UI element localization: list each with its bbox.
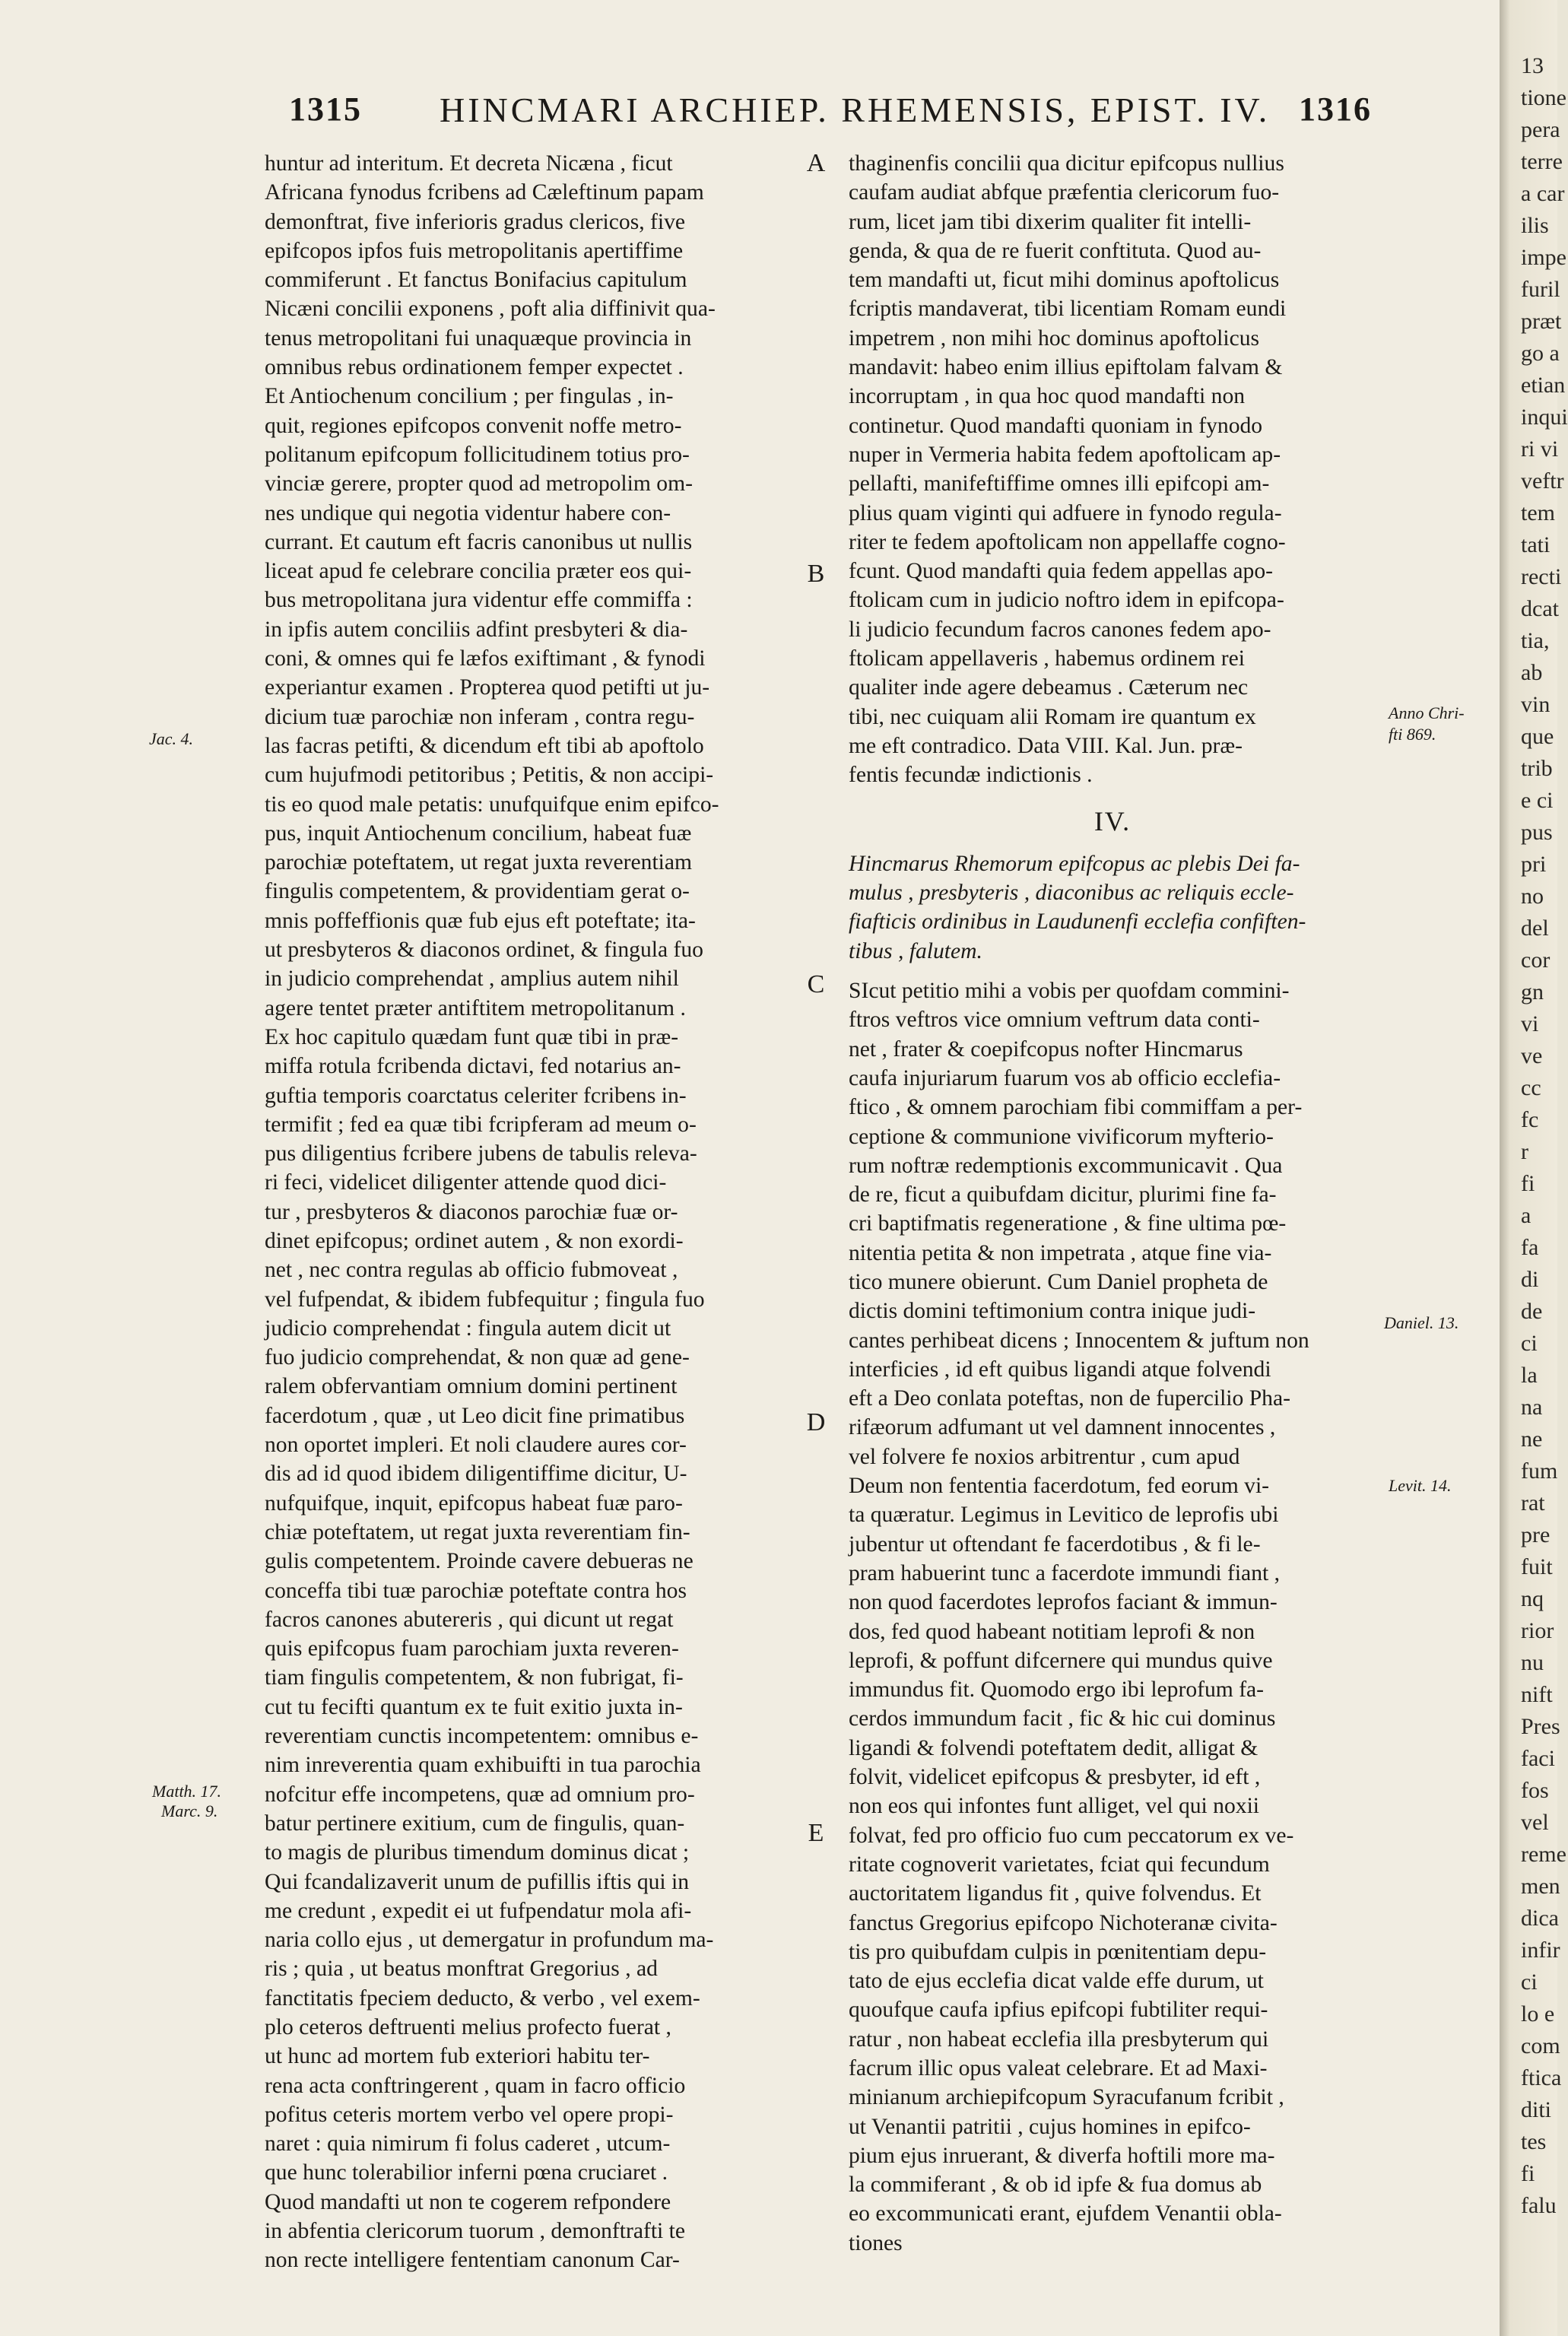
text-line: Quod mandafti ut non te cogerem refpondere (265, 2189, 671, 2214)
text-line: pram habuerint tunc a facerdote immundi fiant , (849, 1560, 1281, 1585)
text-line: batur pertinere exitium, cum de fingulis, quan- (265, 1811, 685, 1836)
text-line: net , nec contra regulas ab officio fubmoveat , (265, 1258, 678, 1283)
adjacent-page-fragment: cc (1521, 1075, 1541, 1100)
adjacent-page-fragment: del (1521, 916, 1549, 941)
adjacent-page-fragment: veftr (1521, 468, 1564, 494)
adjacent-page-fragment: fuit (1521, 1554, 1553, 1579)
text-line: ftico , & omnem parochiam fibi commiffam a per- (849, 1095, 1303, 1120)
text-line: epifcopos ipfos fuis metropolitanis apertiffime (265, 238, 684, 263)
adjacent-page-fragment: fc (1521, 1107, 1539, 1132)
adjacent-page-fragment: nu (1521, 1650, 1544, 1675)
text-line: omnibus rebus ordinationem femper expectet . (265, 355, 684, 380)
text-line: fingulis competentem, & providentiam gerat o- (265, 879, 690, 904)
text-line: las facras petifti, & dicendum eft tibi ab apoftolo (265, 733, 704, 758)
text-line: tem mandafti ut, ficut mihi dominus apoftolicus (849, 268, 1280, 293)
text-line: rifæorum adfumant ut vel damnent innocentes , (849, 1415, 1276, 1440)
text-line: eo excommunicati erant, ejufdem Venantii obla- (849, 2201, 1282, 2226)
adjacent-page-fragment: di (1521, 1267, 1539, 1292)
text-line: facerdotum , quæ , ut Leo dicit fine primatibus (265, 1403, 685, 1428)
text-line: non recte intelligere fententiam canonum Car- (265, 2248, 680, 2273)
text-line: cut tu fecifti quantum ex te fuit exitio juxta in- (265, 1694, 683, 1719)
adjacent-page-fragment: diti (1521, 2097, 1552, 2122)
text-line: nofcitur effe incompetens, quæ ad omnium pro- (265, 1782, 695, 1807)
adjacent-page-fragment: impe (1521, 245, 1566, 270)
text-line: cum hujufmodi petitoribus ; Petitis, & non accipi- (265, 763, 714, 788)
text-line: ftolicam cum in judicio noftro idem in epifcopa- (849, 588, 1284, 613)
text-line: termifit ; fed ea quæ tibi fcripferam ad meum o- (265, 1112, 697, 1137)
salutation-line: fiafticis ordinibus in Laudunenfi ecclefia confiften- (849, 909, 1306, 935)
running-title: HINCMARI ARCHIEP. RHEMENSIS, EPIST. IV. (440, 90, 1271, 129)
adjacent-page-fragment: reme (1521, 1842, 1566, 1867)
text-line: Deum non fententia facerdotum, fed eorum vi- (849, 1474, 1270, 1499)
text-line: que hunc tolerabilior inferni pœna cruciaret . (265, 2160, 668, 2185)
text-line: pus, inquit Antiochenum concilium, habeat fuæ (265, 820, 692, 846)
adjacent-page-fragment: e ci (1521, 788, 1554, 813)
text-line: in ipfis autem conciliis adfint presbyteri & dia- (265, 617, 688, 642)
text-line: fuo judicio comprehendat, & non quæ ad gene- (265, 1345, 690, 1370)
text-line: quis epifcopus fuam parochiam juxta reveren- (265, 1636, 679, 1662)
text-line: judicio comprehendat : fingula autem dicit ut (265, 1316, 671, 1341)
text-line: in judicio comprehendat , amplius autem nihil (265, 966, 679, 992)
adjacent-page-fragment: inqui (1521, 405, 1568, 430)
left-page-number: 1315 (289, 90, 362, 128)
adjacent-page-fragment: no (1521, 884, 1544, 909)
adjacent-page-fragment: fa (1521, 1235, 1539, 1260)
letter-body-text (849, 976, 1376, 2258)
text-line: agere tentet præter antiftitem metropolitanum . (265, 995, 686, 1020)
adjacent-page-fragment: de (1521, 1299, 1543, 1324)
text-line: ratur , non habeat ecclefia illa presbyterum qui (849, 2027, 1269, 2052)
text-line: eft a Deo conlata poteftas, non de fupercilio Pha- (849, 1386, 1290, 1411)
text-line: ut Venantii patritii , cujus homines in epifco- (849, 2114, 1251, 2139)
adjacent-page-fragment: ftica (1521, 2065, 1562, 2090)
text-line: fentis fecundæ indictionis . (849, 763, 1093, 788)
text-line: tico munere obierunt. Cum Daniel propheta de (849, 1269, 1268, 1294)
adjacent-page-fragment: cor (1521, 947, 1551, 973)
text-line: fcriptis mandaverat, tibi licentiam Romam eundi (849, 297, 1287, 322)
text-line: me credunt , expedit ei ut fufpendatur mola afi- (265, 1898, 692, 1923)
text-line: fcunt. Quod mandafti quia fedem appellas apo- (849, 559, 1273, 584)
adjacent-page-fragment: faci (1521, 1746, 1555, 1771)
section-marker-a: A (806, 149, 826, 177)
text-line: net , frater & coepifcopus nofter Hincmarus (849, 1036, 1243, 1062)
text-line: quoufque caufa ipfius epifcopi fubtiliter requi- (849, 1998, 1268, 2023)
text-line: caufa injuriarum fuarum vos ab officio ecclefia- (849, 1065, 1281, 1090)
adjacent-page-fragment: men (1521, 1874, 1560, 1899)
text-line: riter te fedem apoftolicam non appellaffe cogno- (849, 529, 1286, 554)
text-line: ftros veftros vice omnium veftrum data conti- (849, 1008, 1260, 1033)
text-line: vel folvere fe noxios arbitrentur , cum apud (849, 1444, 1240, 1469)
text-line: facrum illic opus valeat celebrare. Et ad Maxi- (849, 2056, 1268, 2080)
text-line: chiæ poteftatem, ut regat juxta reverentiam fin- (265, 1519, 690, 1544)
text-line: dinet epifcopus; ordinet autem , & non exordi- (265, 1228, 684, 1253)
adjacent-page-fragment: tem (1521, 500, 1555, 525)
text-line: nitentia petita & non impetrata , atque fine via- (849, 1240, 1272, 1265)
letter-end-text (849, 149, 1376, 790)
text-line: Et Antiochenum concilium ; per fingulas , in- (265, 384, 674, 409)
text-line: nim inreverentia quam exhibuifti in tua parochia (265, 1753, 701, 1778)
adjacent-page-fragment: pus (1521, 820, 1553, 845)
adjacent-page-fragment: trib (1521, 756, 1553, 781)
text-line: Ex hoc capitulo quædam funt quæ tibi in præ- (265, 1024, 679, 1049)
text-line: cri baptifmatis regeneratione , & fine ultima pœ- (849, 1211, 1287, 1236)
text-line: de re, ficut a quibufdam dicitur, plurimi fine fa- (849, 1182, 1277, 1208)
adjacent-page-fragment: r (1521, 1139, 1528, 1164)
text-line: fanctitatis fpeciem deducto, & verbo , vel exem- (265, 1985, 700, 2011)
text-line: minianum archiepifcopum Syracufanum fcribit , (849, 2085, 1284, 2110)
margin-note-levit: Levit. 14. (1389, 1476, 1452, 1495)
adjacent-page-fragment: ci (1521, 1331, 1538, 1356)
adjacent-page-fragment: vel (1521, 1810, 1549, 1835)
text-line: ritate cognoverit varietates, fciat qui fecundum (849, 1852, 1270, 1877)
adjacent-page-fragment: fi (1521, 2161, 1535, 2186)
adjacent-page-fragment: furil (1521, 277, 1560, 302)
text-line: mandavit: habeo enim illius epiftolam falvam & (849, 355, 1283, 380)
adjacent-page-fragment: tia, (1521, 628, 1550, 653)
adjacent-page-fragment: præt (1521, 309, 1562, 334)
text-line: naria collo ejus , ut demergatur in profundum ma- (265, 1928, 714, 1953)
text-line: li judicio fecundum facros canones fedem apo- (849, 617, 1271, 642)
section-marker-d: D (806, 1408, 826, 1436)
text-line: ta quæratur. Legimus in Levitico de leprofis ubi (849, 1503, 1279, 1528)
text-line: cerdos immundum facit , fic & hic cui dominus (849, 1706, 1276, 1731)
adjacent-page-fragment: fum (1521, 1458, 1558, 1484)
margin-note-daniel: Daniel. 13. (1384, 1313, 1459, 1332)
text-line: nuper in Vermeria habita fedem apoftolicam ap- (849, 442, 1281, 467)
text-line: immundus fit. Quomodo ergo ibi leprofum fa- (849, 1677, 1265, 1703)
salutation-line: tibus , falutem. (849, 938, 982, 963)
text-line: quit, regiones epifcopos convenit noffe metro- (265, 413, 682, 438)
adjacent-page-fragment: infir (1521, 1938, 1560, 1963)
text-line: folvit, videlicet epifcopus & presbyter, id eft , (849, 1765, 1261, 1790)
adjacent-page-fragment: ilis (1521, 213, 1549, 238)
adjacent-page-fragment: ve (1521, 1043, 1543, 1068)
right-column (849, 149, 1376, 2258)
text-line: commiferunt . Et fanctus Bonifacius capitulum (265, 268, 687, 293)
adjacent-page-fragment: ri vi (1521, 436, 1559, 462)
adjacent-page-fragment: terre (1521, 149, 1563, 174)
text-line: jubentur ut oftendant fe facerdotibus , & fi le- (849, 1531, 1261, 1557)
text-line: ut hunc ad mortem fub exteriori habitu ter- (265, 2044, 650, 2069)
salutation (849, 849, 1376, 966)
adjacent-page-fragment: rior (1521, 1618, 1554, 1643)
adjacent-page-fragment: dica (1521, 1906, 1559, 1931)
adjacent-page-fragment: pri (1521, 852, 1547, 877)
text-line: non eos qui infontes funt alliget, vel qui noxii (849, 1794, 1260, 1819)
margin-note-marc: Marc. 9. (161, 1801, 218, 1820)
text-line: non quod facerdotes leprofos faciant & immun- (849, 1590, 1278, 1615)
text-line: ri feci, videlicet diligenter attende quod dici- (265, 1170, 667, 1195)
text-line: gulis competentem. Proinde cavere debueras ne (265, 1549, 694, 1574)
text-line: vel fufpendat, & ibidem fubfequitur ; fingula fuo (265, 1287, 705, 1312)
text-line: to magis de pluribus timendum dominus dicat ; (265, 1840, 690, 1865)
text-line: huntur ad interitum. Et decreta Nicæna , ficut (265, 151, 673, 176)
text-line: fanctus Gregorius epifcopo Nichoteranæ civita- (849, 1910, 1278, 1935)
adjacent-page-fragment: que (1521, 724, 1554, 749)
adjacent-page-fragment: tione (1521, 85, 1566, 110)
text-line: ligandi & folvendi poteftatem dedit, alligat & (849, 1735, 1259, 1760)
text-line: miffa rotula fcribenda dictavi, fed notarius an- (265, 1054, 681, 1079)
adjacent-page-fragment: dcat (1521, 596, 1559, 621)
salutation-line: Hincmarus Rhemorum epifcopus ac plebis Dei fa- (849, 851, 1300, 876)
adjacent-page-fragment: pre (1521, 1522, 1551, 1547)
text-line: caufam audiat abfque præfentia clericorum fuo- (849, 180, 1280, 205)
text-line: interficies , id eft quibus ligandi atque folvendi (849, 1357, 1271, 1382)
text-line: incorruptam , in qua hoc quod mandafti non (849, 384, 1246, 409)
adjacent-page-fragment: vi (1521, 1011, 1539, 1036)
text-line: pellafti, manifeftiffime omnes illi epifcopi am- (849, 471, 1270, 497)
text-line: leprofi, & poffunt difcernere qui mundus quive (849, 1648, 1273, 1673)
text-line: currant. Et cautum eft facris canonibus ut nullis (265, 529, 693, 554)
adjacent-page-fragment: gn (1521, 979, 1544, 1005)
text-line: parochiæ poteftatem, ut regat juxta reverentiam (265, 850, 693, 875)
text-line: plo ceteros deftruenti melius profecto fuerat , (265, 2015, 671, 2039)
margin-note-matth: Matth. 17. (152, 1782, 222, 1801)
text-line: experiantur examen . Propterea quod petifti ut ju- (265, 675, 710, 700)
text-line: ceptione & communione vivificorum myfterio- (849, 1124, 1274, 1149)
adjacent-page-fragment: na (1521, 1395, 1543, 1420)
adjacent-page-fragment: etian (1521, 373, 1566, 398)
text-line: rum noftræ redemptionis excommunicavit . Qua (849, 1153, 1283, 1178)
adjacent-page-fragment: tes (1521, 2129, 1547, 2154)
margin-note-anno-year: fti 869. (1389, 725, 1436, 744)
text-line: tiam fingulis competentem, & non fubrigat, fi- (265, 1665, 684, 1690)
text-line: tato de ejus ecclefia dicat valde effe durum, ut (849, 1969, 1264, 1994)
adjacent-page-fragment: Pres (1521, 1714, 1560, 1739)
text-line: non oportet impleri. Et noli claudere aures cor- (265, 1433, 687, 1458)
text-line: nes undique qui negotia videntur habere con- (265, 500, 671, 525)
text-line: thaginenfis concilii qua dicitur epifcopus nullius (849, 151, 1284, 176)
text-line: naret : quia nimirum fi folus caderet , utcum- (265, 2131, 671, 2157)
section-marker-b: B (807, 560, 825, 588)
adjacent-page-fragment: ci (1521, 1969, 1538, 1995)
adjacent-page-fragment: a (1521, 1203, 1531, 1228)
text-line: dos, fed quod habeant notitiam leprofi & non (849, 1619, 1255, 1644)
text-line: pium ejus inruerant, & diverfa hoftili more ma- (849, 2143, 1275, 2168)
text-line: facros canones abutereris , qui dicunt ut regat (265, 1607, 674, 1632)
text-line: Africana fynodus fcribens ad Cæleftinum papam (265, 180, 704, 205)
text-line: nufquifque, inquit, epifcopus habeat fuæ paro- (265, 1490, 683, 1516)
text-line: pus diligentius fcribere jubens de tabulis releva- (265, 1141, 697, 1166)
text-line: rena acta conftringerent , quam in facro officio (265, 2073, 686, 2098)
adjacent-page-fragment: ne (1521, 1427, 1543, 1452)
adjacent-page-fragment: a car (1521, 181, 1565, 206)
text-line: tis pro quibufdam culpis in pœnitentiam depu- (849, 1939, 1267, 1964)
text-line: me eft contradico. Data VIII. Kal. Jun. præ- (849, 733, 1243, 758)
text-line: ris ; quia , ut beatus monftrat Gregorius , ad (265, 1957, 658, 1982)
text-line: dicium tuæ parochiæ non inferam , contra regu- (265, 704, 695, 729)
margin-note-anno: Anno Chri- (1389, 703, 1465, 722)
section-marker-c: C (807, 970, 825, 998)
text-line: in abfentia clericorum tuorum , demonftrafti te (265, 2219, 686, 2244)
adjacent-page-edge (1500, 0, 1568, 2336)
text-line: tis eo quod male petatis: unufquifque enim epifco- (265, 792, 719, 817)
text-line: ralem obfervantiam omnium domini pertinent (265, 1374, 678, 1399)
adjacent-page-fragment: tati (1521, 532, 1551, 557)
text-line: rum, licet jam tibi dixerim qualiter fit intelli- (849, 209, 1252, 234)
text-line: plius quam viginti qui adfuere in fynodo regula- (849, 500, 1282, 525)
adjacent-page-fragment: com (1521, 2033, 1560, 2058)
text-line: pofitus ceteris mortem verbo vel opere propi- (265, 2102, 674, 2127)
right-page-number: 1316 (1299, 90, 1372, 128)
adjacent-page-fragment: recti (1521, 564, 1562, 589)
left-column (265, 149, 792, 2275)
text-line: tibi, nec cuiquam alii Romam ire quantum ex (849, 704, 1256, 729)
text-line: mnis poffeffionis quæ fub ejus eft poteftate; ita- (265, 908, 696, 933)
text-line: dis ad id quod ibidem diligentiffime dicitur, U- (265, 1462, 687, 1487)
text-line: impetrem , non mihi hoc dominus apoftolicus (849, 325, 1260, 351)
text-line: liceat apud fe celebrare concilia præter eos qui- (265, 559, 692, 584)
text-line: qualiter inde agere debeamus . Cæterum nec (849, 675, 1249, 700)
adjacent-page-fragment: la (1521, 1363, 1538, 1388)
text-line: conceffa tibi tuæ parochiæ poteftate contra hos (265, 1578, 687, 1603)
text-line: auctoritatem ligandus fit , quive folvendus. Et (849, 1881, 1262, 1906)
text-line: coni, & omnes qui fe læfos exiftimant , & fynodi (265, 646, 706, 671)
adjacent-page-fragment: lo e (1521, 2001, 1555, 2027)
text-line: dictis domini teftimonium contra inique judi- (849, 1299, 1256, 1324)
section-marker-e: E (808, 1819, 824, 1847)
text-line: tenus metropolitani fui unaquæque provincia in (265, 325, 692, 351)
salutation-line: mulus , presbyteris , diaconibus ac reliquis eccle- (849, 881, 1294, 906)
adjacent-page-fragment: go a (1521, 341, 1560, 366)
text-line: la commiferant , & ob id ipfe & fua domus ab (849, 2173, 1262, 2198)
text-line: genda, & qua de re fuerit conftituta. Quod au- (849, 238, 1262, 263)
text-line: politanum epifcopum follicitudinem totius pro- (265, 442, 690, 467)
text-line: continetur. Quod mandafti quoniam in fynodo (849, 413, 1263, 438)
text-line: tur , presbyteros & diaconos parochiæ fuæ or- (265, 1199, 678, 1224)
text-line: folvat, fed pro officio fuo cum peccatorum ex ve- (849, 1823, 1294, 1848)
text-line: bus metropolitana jura videntur effe commiffa : (265, 588, 693, 613)
text-line: reverentiam cunctis incompetentem: omnibus e- (265, 1724, 699, 1749)
section-heading: IV. (1093, 805, 1132, 836)
text-line: tiones (849, 2230, 903, 2255)
adjacent-page-fragment: fos (1521, 1778, 1549, 1803)
adjacent-page-fragment: rat (1521, 1490, 1545, 1516)
text-line: ut presbyteros & diaconos ordinet, & fingula fuo (265, 938, 703, 963)
text-line: guftia temporis coarctatus celeriter fcribens in- (265, 1083, 687, 1108)
page-header (0, 90, 1500, 135)
margin-note-jac: Jac. 4. (149, 729, 194, 748)
text-line: SIcut petitio mihi a vobis per quofdam commini- (849, 979, 1290, 1004)
text-line: vinciæ gerere, propter quod ad metropolim om- (265, 471, 693, 497)
adjacent-page-fragment: nq (1521, 1586, 1544, 1611)
adjacent-page-fragment: falu (1521, 2193, 1557, 2218)
text-line: cantes perhibeat dicens ; Innocentem & juftum non (849, 1328, 1309, 1353)
text-line: ftolicam appellaveris , habemus ordinem rei (849, 646, 1245, 671)
adjacent-page-fragment: pera (1521, 117, 1560, 142)
text-line: Qui fcandalizaverit unum de pufillis iftis qui in (265, 1869, 690, 1894)
adjacent-page-fragment: 13 (1521, 53, 1544, 78)
adjacent-page-fragment: fi (1521, 1171, 1535, 1196)
text-line: demonftrat, five inferioris gradus clericos, five (265, 209, 686, 234)
text-line: Nicæni concilii exponens , poft alia diffinivit qua- (265, 297, 716, 322)
adjacent-page-fragment: nift (1521, 1682, 1553, 1707)
adjacent-page-fragment: ab (1521, 660, 1543, 685)
adjacent-page-fragment: vin (1521, 692, 1551, 717)
